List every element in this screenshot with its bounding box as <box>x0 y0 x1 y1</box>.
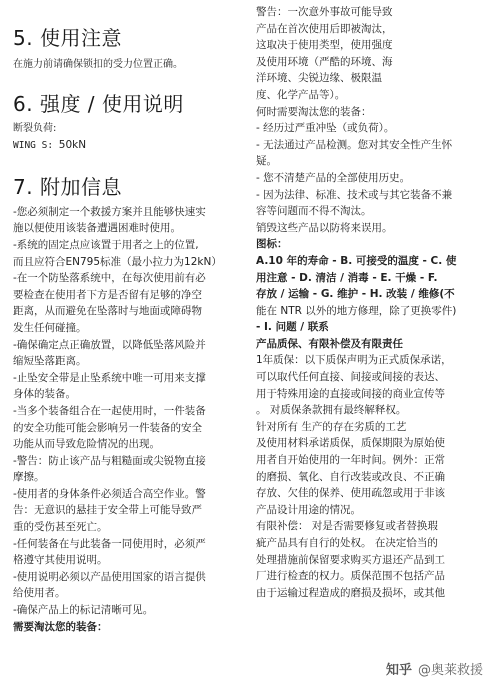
retire-gear-heading: 需要淘汰您的装备： <box>13 620 108 633</box>
text-line: 疵产品具有自行的处权。 在决定恰当的 <box>256 537 438 549</box>
legend-title: 图标： <box>256 238 288 251</box>
text-line: 的安全功能可能会影响另一件装备的安全 <box>13 421 202 434</box>
text-line: 针对所有 生产的存在劣质的工艺 <box>256 420 407 433</box>
text-line: 产品在首次使用后即被淘汰， <box>256 22 393 35</box>
text-line: 功能从而导致危险情况的出现。 <box>13 438 160 451</box>
watermark-text: @奥莱救援 <box>417 663 483 678</box>
text-line: 何时需要淘汰您的装备： <box>256 105 372 118</box>
text-line: 的磨损、氧化、自行改装或改良、不正确 <box>256 470 445 483</box>
text-line: -警告：防止该产品与粗糙面或尖锐物直接 <box>13 454 206 467</box>
text-line: 要检查在使用者下方是否留有足够的净空 <box>13 288 202 301</box>
text-line: 存放、欠佳的保养、使用疏忽或用于非该 <box>256 487 445 500</box>
text-line: 告：无意识的悬挂于安全带上可能导致严 <box>13 504 202 517</box>
text-line: - 经历过严重冲坠（或负荷）。 <box>256 122 395 135</box>
text-line: 及使用环境（严酷的环境、海 <box>256 55 393 68</box>
section-7-body <box>13 204 245 635</box>
text-line: - 您不清楚产品的全部使用历史。 <box>256 171 411 184</box>
text-line: -使用说明必须以产品使用国家的语言提供 <box>13 570 206 583</box>
text-line: -使用者的身体条件必须适合高空作业。警 <box>13 487 206 500</box>
text-line: 容等问题而不得不淘汰。 <box>256 205 372 218</box>
text-line: 用于特殊用途的直接或间接的商业宣传等 <box>256 387 445 400</box>
text-line: 警告：一次意外事故可能导致 <box>256 6 393 18</box>
section-5-title: 5. 使用注意 <box>13 26 122 50</box>
text-line: 有限补偿： 对是否需要修复或者替换瑕 <box>256 520 438 533</box>
wing-value: 50kN <box>58 139 87 152</box>
text-line: 度、化学产品等）。 <box>256 88 346 101</box>
text-line: 缩短坠落距离。 <box>13 355 87 368</box>
text-line: 可以取代任何直接、间接或间接的表达、 <box>256 371 445 384</box>
text-line: -当多个装备组合在一起使用时，一件装备 <box>13 404 206 417</box>
text-line: - 无法通过产品检测。您对其安全性产生怀 <box>256 138 453 151</box>
text-line: 销毁这些产品以防将来误用。 <box>256 221 393 234</box>
text-line: 处理措施前保留要求购买方退还产品到工 <box>256 553 445 566</box>
section-6-title: 6. 强度 / 使用说明 <box>13 91 184 116</box>
legend-line: - I. 问题 / 联系 <box>256 321 329 334</box>
text-line: 产品设计用途的情况。 <box>256 503 361 516</box>
text-line: 而且应符合EN795标准（最小拉力为12kN） <box>13 255 222 268</box>
watermark <box>383 658 486 679</box>
wing-label: WING S: <box>13 140 59 152</box>
text-line: 距离，从而避免在坠落时与地面或障碍物 <box>13 305 202 318</box>
text-line: 。 对质保条款拥有最终解释权。 <box>256 404 407 417</box>
text-line: 疑。 <box>256 155 277 168</box>
section-6-load-label: 断裂负荷: <box>13 122 57 134</box>
text-line: 1年质保：以下质保声明为正式质保承诺， <box>256 354 452 367</box>
right-column <box>256 4 494 601</box>
text-line: -您必须制定一个救援方案并且能够快速实 <box>13 205 206 218</box>
section-6-wing-strength <box>13 137 245 155</box>
legend-line: 存放 / 运输 - G. 维护 - H. 改装 / 维修(不 <box>256 288 455 301</box>
text-line: -确保确定点正确放置，以降低坠落风险并 <box>13 338 206 351</box>
section-7-title: 7. 附加信息 <box>13 174 122 199</box>
text-line: 发生任何碰撞。 <box>13 321 87 334</box>
text-line: 身体的装备。 <box>13 388 76 401</box>
text-line: -任何装备在与此装备一同使用时，必须严 <box>13 537 206 550</box>
text-line: -止坠安全带是止坠系统中唯一可用来支撑 <box>13 371 206 384</box>
text-line: 格遵守其使用说明。 <box>13 554 108 567</box>
legend-line: 用注意 - D. 清洁 / 消毒 - E. 干燥 - F. <box>256 271 438 284</box>
text-line: - 因为法律、标准、技术或与其它装备不兼 <box>256 188 453 201</box>
text-line: 摩擦。 <box>13 471 45 484</box>
text-line: 用者自开始使用的一年时间。例外：正常 <box>256 454 445 467</box>
text-line: 及使用材料承诺质保，质保期限为原始使 <box>256 437 445 450</box>
left-column <box>13 0 245 635</box>
section-5-text: 在施力前请确保锁扣的受力位置正确。 <box>13 59 183 70</box>
text-line: -确保产品上的标记清晰可见。 <box>13 604 154 617</box>
text-line: 洋环境、尖锐边缘、极限温 <box>256 72 382 85</box>
text-line: -在一个防坠落系统中，在每次使用前有必 <box>13 272 206 285</box>
text-line: -系统的固定点应该置于用者之上的位置, <box>13 238 199 251</box>
text-line: 重的受伤甚至死亡。 <box>13 521 108 534</box>
warranty-title: 产品质保、有限补偿及有限责任 <box>256 337 403 350</box>
text-line: 施以便使用该装备遭遇困难时使用。 <box>13 222 181 235</box>
legend-line: A.10 年的寿命 - B. 可接受的温度 - C. 使 <box>256 254 457 267</box>
text-line: 由于运输过程造成的磨损及损坏，或其他 <box>256 586 445 599</box>
legend-line: 能在 NTR 以外的地方修理，除了更换零件) <box>256 304 457 317</box>
text-line: 厂进行检查的权力。质保范围不包括产品 <box>256 570 445 583</box>
text-line: 这取决于使用类型，使用强度 <box>256 39 393 52</box>
zhihu-logo: 知乎 <box>385 663 412 678</box>
text-line: 给使用者。 <box>13 587 66 600</box>
